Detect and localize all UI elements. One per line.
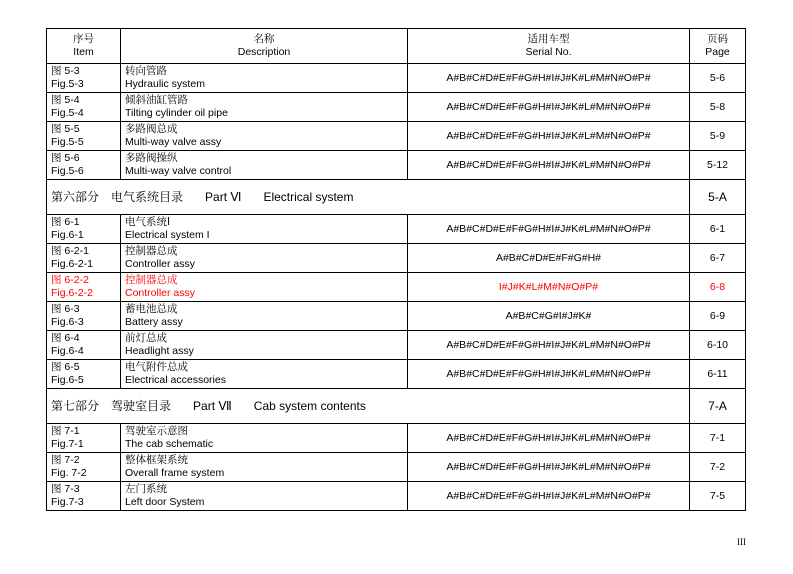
serial-cell: I#J#K#L#M#N#O#P#: [408, 273, 690, 302]
item-cn: 图 6-2-1: [51, 245, 89, 257]
item-cn: 图 5-6: [51, 152, 80, 164]
page-cell: 5-9: [690, 122, 746, 151]
description-en: Tilting cylinder oil pipe: [125, 107, 228, 119]
header-description: 名称 Description: [121, 29, 408, 64]
page-cell: 6-7: [690, 244, 746, 273]
description-cell: [121, 273, 408, 302]
serial-cell: A#B#C#D#E#F#G#H#I#J#K#L#M#N#O#P#: [408, 453, 690, 482]
serial-cell: A#B#C#D#E#F#G#H#I#J#K#L#M#N#O#P#: [408, 360, 690, 389]
table-row: [47, 151, 746, 180]
item-cn: 图 5-5: [51, 123, 80, 135]
header-page: 页码 Page: [690, 29, 746, 64]
item-cell: [47, 244, 121, 273]
item-cn: 图 7-2: [51, 454, 80, 466]
item-en: Fig.7-3: [51, 496, 84, 508]
section-title-cn: 第七部分 驾驶室目录: [51, 398, 172, 413]
table-row: [47, 244, 746, 273]
description-en: Hydraulic system: [125, 78, 205, 90]
description-en: Controller assy: [125, 258, 196, 270]
section-header-row: [47, 180, 746, 215]
item-en: Fig.5-6: [51, 165, 84, 177]
description-cn: 转向管路: [125, 65, 167, 77]
section-title-cn: 第六部分 电气系统目录: [51, 189, 184, 204]
description-en: The cab schematic: [125, 438, 214, 450]
item-cell: [47, 273, 121, 302]
description-cell: [121, 122, 408, 151]
table-body: [47, 64, 746, 511]
item-cell: [47, 424, 121, 453]
page-cell: 6-9: [690, 302, 746, 331]
serial-cell: A#B#C#D#E#F#G#H#: [408, 244, 690, 273]
table-row: [47, 453, 746, 482]
item-cell: [47, 331, 121, 360]
section-part-number: Part Ⅵ: [205, 189, 242, 204]
item-cn: 图 6-2-2: [51, 274, 89, 286]
serial-cell: A#B#C#D#E#F#G#H#I#J#K#L#M#N#O#P#: [408, 331, 690, 360]
description-cell: [121, 302, 408, 331]
description-cn: 电气附件总成: [125, 361, 188, 373]
serial-cell: A#B#C#D#E#F#G#H#I#J#K#L#M#N#O#P#: [408, 64, 690, 93]
item-cn: 图 6-3: [51, 303, 80, 315]
item-cn: 图 6-4: [51, 332, 80, 344]
item-en: Fig.5-3: [51, 78, 84, 90]
description-en: Left door System: [125, 496, 205, 508]
description-cell: [121, 360, 408, 389]
description-cell: [121, 93, 408, 122]
page-number: III: [737, 537, 746, 547]
item-cn: 图 5-3: [51, 65, 80, 77]
page-cell: 7-1: [690, 424, 746, 453]
table-row: [47, 482, 746, 511]
description-cn: 驾驶室示意图: [125, 425, 188, 437]
page-cell: 6-1: [690, 215, 746, 244]
item-en: Fig.6-1: [51, 229, 84, 241]
item-cn: 图 6-5: [51, 361, 80, 373]
item-en: Fig.6-4: [51, 345, 84, 357]
page-cell: 7-5: [690, 482, 746, 511]
description-en: Controller assy: [125, 287, 196, 299]
description-cell: [121, 244, 408, 273]
description-en: Overall frame system: [125, 467, 225, 479]
description-cell: [121, 215, 408, 244]
description-en: Electrical system I: [125, 229, 210, 241]
item-en: Fig.6-2-2: [51, 287, 94, 299]
section-header-row: [47, 389, 746, 424]
item-cn: 图 7-1: [51, 425, 80, 437]
table-row: [47, 93, 746, 122]
description-en: Headlight assy: [125, 345, 194, 357]
header-item: 序号 Item: [47, 29, 121, 64]
item-en: Fig.7-1: [51, 438, 84, 450]
table-row: [47, 331, 746, 360]
description-cn: 倾斜油缸管路: [125, 94, 188, 106]
item-cn: 图 6-1: [51, 216, 80, 228]
description-cn: 多路阀操纵: [125, 152, 178, 164]
item-cell: [47, 482, 121, 511]
description-en: Multi-way valve control: [125, 165, 232, 177]
header-serial: 适用车型 Serial No.: [408, 29, 690, 64]
description-en: Battery assy: [125, 316, 183, 328]
item-cell: [47, 215, 121, 244]
description-cn: 电气系统Ⅰ: [125, 216, 171, 228]
item-en: Fig.5-4: [51, 107, 84, 119]
description-cell: [121, 331, 408, 360]
serial-cell: A#B#C#D#E#F#G#H#I#J#K#L#M#N#O#P#: [408, 482, 690, 511]
item-en: Fig. 7-2: [51, 467, 87, 479]
contents-table: [46, 28, 746, 511]
item-en: Fig.5-5: [51, 136, 84, 148]
header-row: [47, 29, 746, 64]
table-row: [47, 64, 746, 93]
page-cell: 6-11: [690, 360, 746, 389]
section-title-en: Electrical system: [263, 189, 354, 204]
section-page: 5-A: [690, 180, 746, 215]
item-en: Fig.6-5: [51, 374, 84, 386]
description-en: Multi-way valve assy: [125, 136, 222, 148]
description-en: Electrical accessories: [125, 374, 226, 386]
item-cell: [47, 360, 121, 389]
page-cell: 6-10: [690, 331, 746, 360]
table-row: [47, 215, 746, 244]
section-title-en: Cab system contents: [253, 398, 366, 413]
description-cn: 左门系统: [125, 483, 167, 495]
description-cell: [121, 151, 408, 180]
description-cell: [121, 424, 408, 453]
description-cn: 整体框架系统: [125, 454, 188, 466]
table-row: [47, 360, 746, 389]
serial-cell: A#B#C#D#E#F#G#H#I#J#K#L#M#N#O#P#: [408, 93, 690, 122]
section-page: 7-A: [690, 389, 746, 424]
description-cell: [121, 482, 408, 511]
section-title: [47, 389, 690, 424]
page-cell: 5-8: [690, 93, 746, 122]
item-en: Fig.6-2-1: [51, 258, 94, 270]
serial-cell: A#B#C#D#E#F#G#H#I#J#K#L#M#N#O#P#: [408, 424, 690, 453]
item-cell: [47, 453, 121, 482]
item-cn: 图 7-3: [51, 483, 80, 495]
item-cell: [47, 302, 121, 331]
serial-cell: A#B#C#G#I#J#K#: [408, 302, 690, 331]
table-row: [47, 273, 746, 302]
description-cn: 蓄电池总成: [125, 303, 178, 315]
description-cell: [121, 64, 408, 93]
serial-cell: A#B#C#D#E#F#G#H#I#J#K#L#M#N#O#P#: [408, 122, 690, 151]
item-cn: 图 5-4: [51, 94, 80, 106]
serial-cell: A#B#C#D#E#F#G#H#I#J#K#L#M#N#O#P#: [408, 215, 690, 244]
table-row: [47, 122, 746, 151]
description-cell: [121, 453, 408, 482]
serial-cell: A#B#C#D#E#F#G#H#I#J#K#L#M#N#O#P#: [408, 151, 690, 180]
page-cell: 7-2: [690, 453, 746, 482]
section-part-number: Part Ⅶ: [193, 398, 232, 413]
description-cn: 控制器总成: [125, 274, 178, 286]
table-row: [47, 302, 746, 331]
item-en: Fig.6-3: [51, 316, 84, 328]
description-cn: 前灯总成: [125, 332, 167, 344]
page-cell: 5-6: [690, 64, 746, 93]
item-cell: [47, 93, 121, 122]
item-cell: [47, 64, 121, 93]
item-cell: [47, 122, 121, 151]
section-title: [47, 180, 690, 215]
description-cn: 控制器总成: [125, 245, 178, 257]
description-cn: 多路阀总成: [125, 123, 178, 135]
page-cell: 6-8: [690, 273, 746, 302]
table-row: [47, 424, 746, 453]
page-cell: 5-12: [690, 151, 746, 180]
item-cell: [47, 151, 121, 180]
